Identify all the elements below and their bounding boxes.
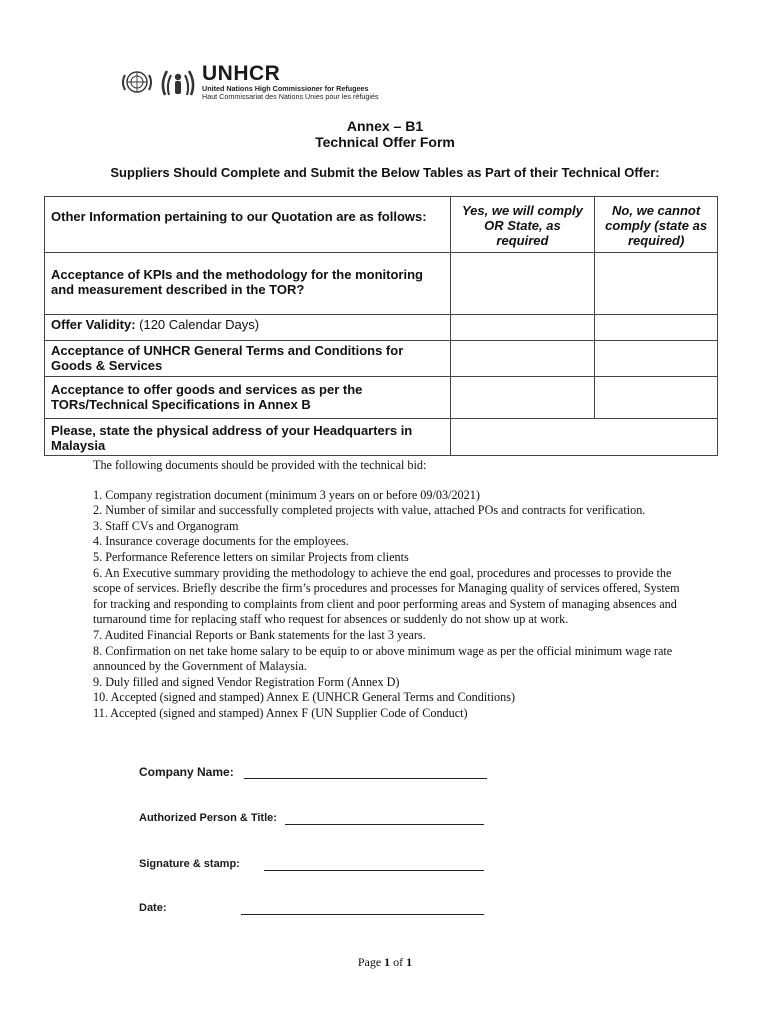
row-tors-yes-cell[interactable] — [450, 377, 595, 419]
list-item: 9. Duly filled and signed Vendor Registration Form (Annex D) — [93, 674, 400, 689]
list-item: 7. Audited Financial Reports or Bank statements for the last 3 years. — [93, 627, 426, 642]
row-terms-label: Acceptance of UNHCR General Terms and Conditions for Goods & Services — [45, 341, 451, 377]
row-kpi-label: Acceptance of KPIs and the methodology for the monitoring and measurement described in the TOR? — [45, 253, 451, 315]
header-question-cell: Other Information pertaining to our Quotation are as follows: — [45, 197, 451, 253]
list-item: 2. Number of similar and successfully completed projects with value, attached POs and contracts for verification. — [93, 503, 646, 518]
list-item: 11. Accepted (signed and stamped) Annex F (UN Supplier Code of Conduct) — [93, 705, 468, 720]
logo-title: UNHCR — [202, 62, 281, 85]
authorized-person-field[interactable] — [285, 824, 484, 825]
annex-label: Annex – B1 — [346, 118, 424, 134]
list-item: 8. Confirmation on net take home salary to be equip to or above minimum wage as per the official minimum wage rate announced by the Government of Malaysia. — [93, 643, 673, 674]
documents-intro: The following documents should be provided with the technical bid: — [93, 458, 427, 472]
list-item: 1. Company registration document (minimum 3 years on or before 09/03/2021) — [93, 487, 480, 502]
authorized-person-row — [139, 812, 277, 824]
table-row-address — [45, 419, 718, 456]
unhcr-logo — [120, 63, 420, 103]
logo-subtitle-en: United Nations High Commissioner for Refugees — [202, 84, 369, 93]
header-comply-no: No, we cannot comply (state as required) — [595, 197, 718, 253]
page-current: 1 — [384, 955, 391, 969]
technical-offer-table — [44, 196, 718, 456]
row-tors-label: Acceptance to offer goods and services as per the TORs/Technical Specifications in Annex B — [45, 377, 451, 419]
page-number — [0, 955, 770, 970]
row-validity-label: Offer Validity: — [51, 317, 136, 332]
row-terms-no-cell[interactable] — [595, 341, 718, 377]
un-emblem-icon — [120, 65, 198, 99]
row-kpi-no-cell[interactable] — [595, 253, 718, 315]
form-instructions: Suppliers Should Complete and Submit the Below Tables as Part of their Technical Offer: — [110, 165, 660, 180]
row-validity-yes-cell[interactable] — [450, 315, 595, 341]
table-header-row — [45, 197, 718, 253]
row-validity-no-cell[interactable] — [595, 315, 718, 341]
list-item: 10. Accepted (signed and stamped) Annex E (UNHCR General Terms and Conditions) — [93, 690, 516, 705]
row-validity-cell — [45, 315, 451, 341]
page-title: Technical Offer Form — [315, 134, 455, 150]
logo-subtitle-fr: Haut Commissariat des Nations Unies pour les réfugiés — [202, 92, 379, 101]
row-address-label: Please, state the physical address of your Headquarters in Malaysia — [45, 419, 451, 456]
date-row — [139, 902, 167, 914]
date-field[interactable] — [241, 914, 484, 915]
signature-label: Signature & stamp: — [139, 858, 240, 870]
list-item: 3. Staff CVs and Organogram — [93, 518, 239, 533]
table-row-tors — [45, 377, 718, 419]
company-name-label: Company Name: — [139, 765, 234, 779]
page-of: of — [390, 955, 407, 969]
list-item: 5. Performance Reference letters on similar Projects from clients — [93, 549, 409, 564]
authorized-person-label: Authorized Person & Title: — [139, 812, 277, 824]
company-name-row — [139, 765, 234, 779]
signature-field[interactable] — [264, 870, 484, 871]
row-validity-value: (120 Calendar Days) — [135, 317, 260, 332]
company-name-field[interactable] — [244, 778, 487, 779]
date-label: Date: — [139, 902, 167, 914]
page-prefix: Page — [357, 955, 385, 969]
table-row-validity — [45, 315, 718, 341]
row-terms-yes-cell[interactable] — [450, 341, 595, 377]
row-kpi-yes-cell[interactable] — [450, 253, 595, 315]
required-documents — [93, 458, 683, 722]
table-row-kpi — [45, 253, 718, 315]
header-comply-yes: Yes, we will comply OR State, as required — [450, 197, 595, 253]
page-total: 1 — [406, 955, 413, 969]
list-item: 4. Insurance coverage documents for the employees. — [93, 534, 349, 549]
row-address-input-cell[interactable] — [450, 419, 717, 456]
row-tors-no-cell[interactable] — [595, 377, 718, 419]
list-item: 6. An Executive summary providing the methodology to achieve the end goal, procedures and processes to provide the scope of services. Briefly describe the firm’s procedures and processes for Managing quality of services offered, System for tracking and responding to complaints from client and poor performing areas and System of managing absences and turnaround time for replacing staff who request for absences or suddenly do not show up at work. — [93, 565, 680, 627]
signature-row — [139, 858, 240, 870]
table-row-terms — [45, 341, 718, 377]
